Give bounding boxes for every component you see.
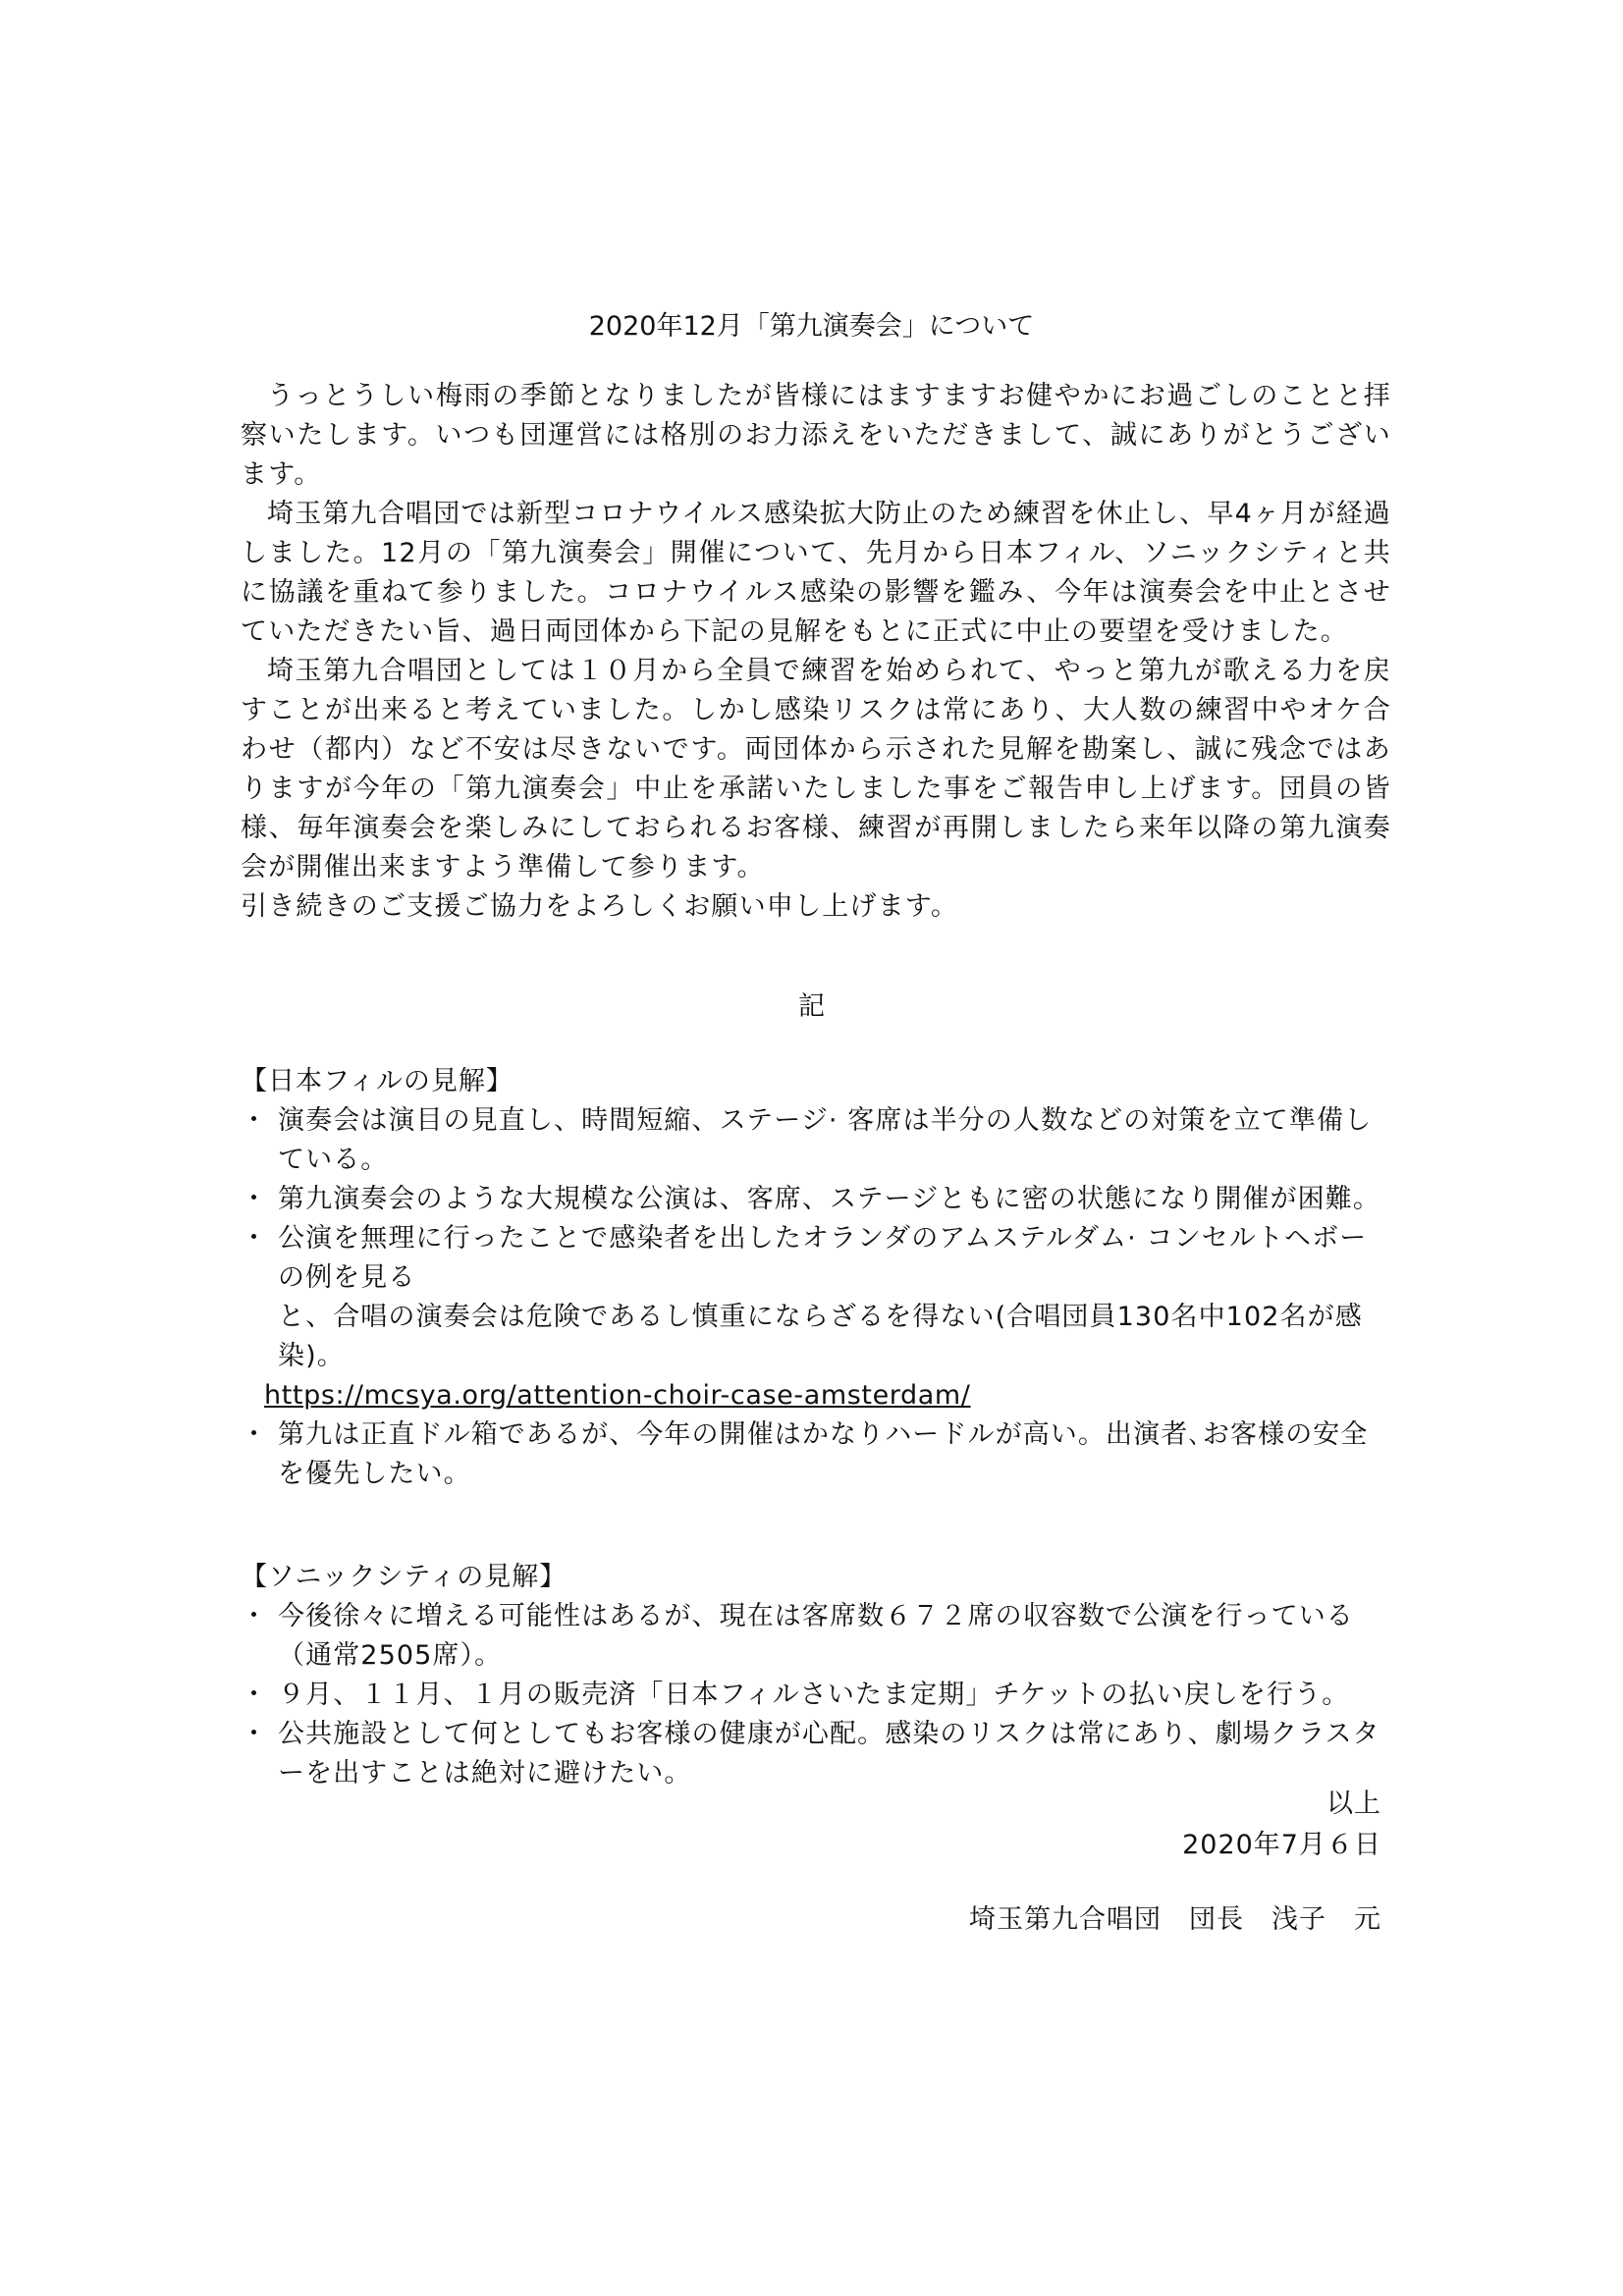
- list-item-text: 公共施設として何としてもお客様の健康が心配。感染のリスクは常にあり、劇場クラスターを出すことは絶対に避けたい。: [278, 1719, 1380, 1789]
- list-item-text: 第九は正直ドル箱であるが、今年の開催はかなりハードルが高い。出演者､お客様の安全を優先したい。: [278, 1419, 1369, 1489]
- list-item: [241, 1180, 1391, 1219]
- ki-heading: 記: [798, 991, 825, 1022]
- bullet-mark: ・: [241, 1105, 269, 1136]
- closing-date: 2020年7月６日: [1182, 1830, 1381, 1860]
- bullet-mark: ・: [241, 1680, 269, 1710]
- list-item-continuation: と、合唱の演奏会は危険であるし慎重にならざるを得ない(合唱団員130名中102名が感染)。: [278, 1302, 1363, 1371]
- list-item-text: 今後徐々に増える可能性はあるが、現在は客席数６７２席の収容数で公演を行っている（通常2505席）。: [278, 1601, 1354, 1671]
- section-sonic-city: [241, 1558, 1391, 1793]
- list-item: [241, 1415, 1391, 1494]
- paragraph-closing-request: 引き続きのご支援ご協力をよろしくお願い申し上げます。: [241, 891, 959, 922]
- closing-signature: 埼玉第九合唱団 団長 浅子 元: [969, 1904, 1381, 1935]
- bullet-mark: ・: [241, 1601, 269, 1631]
- list-item: [241, 1597, 1391, 1676]
- list-item: [241, 1219, 1391, 1298]
- section-heading: 【日本フィルの見解】: [241, 1066, 514, 1096]
- list-item: [241, 1101, 1391, 1180]
- bullet-mark: ・: [241, 1719, 269, 1749]
- list-item-text: 演奏会は演目の見直し、時間短縮、ステージ· 客席は半分の人数などの対策を立て準備している。: [278, 1105, 1373, 1175]
- list-item-text: ９月、１１月、１月の販売済「日本フィルさいたま定期」チケットの払い戻しを行う。: [278, 1680, 1350, 1710]
- list-item: [241, 1676, 1391, 1715]
- section-heading: 【ソニックシティの見解】: [241, 1562, 568, 1592]
- bullet-mark: ・: [241, 1184, 269, 1214]
- paragraph-decision: 埼玉第九合唱団としては１０月から全員で練習を始められて、やっと第九が歌える力を戻すことが出来ると考えていました。しかし感染リスクは常にあり、大人数の練習中やオケ合わせ（都内）など不安は尽きないです。両団体から示された見解を勘案し、誠に残念ではありますが今年の「第九演奏会」中止を承諾いたしました事をご報告申し上げます。団員の皆様、毎年演奏会を楽しみにしておられるお客様、練習が再開しましたら来年以降の第九演奏会が開催出来ますよう準備して参ります。: [241, 656, 1391, 882]
- body-paragraphs: [241, 377, 1391, 927]
- reference-link[interactable]: https://mcsya.org/attention-choir-case-amsterdam/: [264, 1380, 971, 1411]
- paragraph-situation: 埼玉第九合唱団では新型コロナウイルス感染拡大防止のため練習を休止し、早4ヶ月が経過しました。12月の「第九演奏会」開催について、先月から日本フィル、ソニックシティと共に協議を重ねて参りました。コロナウイルス感染の影響を鑑み、今年は演奏会を中止とさせていただきたい旨、過日両団体から下記の見解をもとに正式に中止の要望を受けました。: [241, 499, 1391, 647]
- section-japan-phil: [241, 1062, 1391, 1494]
- document-title: 2020年12月「第九演奏会」について: [588, 311, 1035, 342]
- paragraph-greeting: うっとうしい梅雨の季節となりましたが皆様にはますますお健やかにお過ごしのことと拝察いたします。いつも団運営には格別のお力添えをいただきまして、誠にありがとうございます。: [241, 381, 1391, 490]
- list-item: [241, 1715, 1391, 1793]
- bullet-mark: ・: [241, 1419, 269, 1450]
- list-item-text: 公演を無理に行ったことで感染者を出したオランダのアムステルダム· コンセルトヘボーの例を見る: [278, 1223, 1368, 1293]
- closing-ijou: 以上: [1326, 1789, 1381, 1819]
- reference-link-line: [241, 1376, 1391, 1415]
- bullet-mark: ・: [241, 1223, 269, 1254]
- list-item-text: 第九演奏会のような大規模な公演は、客席、ステージともに密の状態になり開催が困難。: [278, 1184, 1380, 1214]
